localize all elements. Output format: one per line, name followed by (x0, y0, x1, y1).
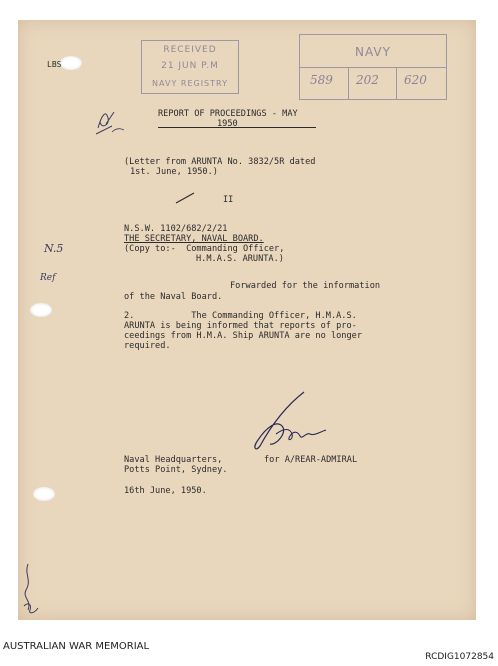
handwritten-initials (92, 104, 132, 140)
document-date: 16th June, 1950. (124, 486, 207, 496)
location-line-2: Potts Point, Sydney. (124, 465, 228, 475)
punch-hole-middle (30, 303, 52, 317)
signature-for: for A/REAR-ADMIRAL (264, 455, 358, 465)
copy-to-line-2: H.M.A.S. ARUNTA.) (196, 254, 284, 264)
margin-note-1: N.5 (44, 242, 64, 255)
footer-record-id: RCDIG1072854 (425, 652, 494, 662)
tick-mark (174, 191, 198, 205)
title-underline (158, 127, 316, 128)
punch-hole-bottom (33, 487, 55, 501)
navy-stamp-divider (300, 67, 446, 68)
margin-reference: LBS (47, 60, 62, 69)
navy-stamp-title: NAVY (355, 45, 391, 59)
margin-scribble (18, 560, 48, 616)
paragraph-1-line-1: Forwarded for the information (230, 281, 381, 291)
paragraph-1-line-2: of the Naval Board. (124, 292, 223, 302)
paragraph-2-line-2: ARUNTA is being informed that reports of pro- (124, 321, 357, 331)
addressee: THE SECRETARY, NAVAL BOARD. (124, 234, 264, 244)
paragraph-2-line-1: 2. The Commanding Officer, H.M.A.S. (124, 311, 357, 321)
report-title: REPORT OF PROCEEDINGS - MAY (158, 109, 298, 119)
punch-hole-top (60, 56, 82, 70)
navy-stamp-number-2: 202 (356, 73, 379, 87)
margin-note-2: Ref (40, 273, 56, 283)
letter-reference-line-1: (Letter from ARUNTA No. 3832/5R dated (124, 157, 316, 167)
navy-stamp (299, 34, 447, 100)
received-stamp-registry: NAVY REGISTRY (152, 79, 228, 88)
navy-stamp-col-divider-2 (396, 67, 397, 99)
section-number: II (223, 195, 234, 205)
footer-institution: AUSTRALIAN WAR MEMORIAL (3, 641, 150, 652)
received-stamp (141, 40, 239, 94)
file-reference: N.S.W. 1102/682/2/21 (124, 224, 228, 234)
signature (246, 388, 336, 458)
navy-stamp-number-1: 589 (310, 73, 333, 87)
navy-stamp-col-divider-1 (348, 67, 349, 99)
letter-reference-line-2: 1st. June, 1950.) (130, 167, 218, 177)
received-stamp-date: 21 JUN P.M (161, 61, 219, 71)
location-line-1: Naval Headquarters, (124, 455, 223, 465)
copy-to-line-1: (Copy to:- Commanding Officer, (124, 244, 285, 254)
navy-stamp-number-3: 620 (404, 73, 427, 87)
report-year: 1950 (217, 119, 238, 129)
paragraph-2-line-4: required. (124, 341, 171, 351)
paragraph-2-line-3: ceedings from H.M.A. Ship ARUNTA are no longer (124, 331, 362, 341)
received-stamp-title: RECEIVED (163, 45, 217, 55)
